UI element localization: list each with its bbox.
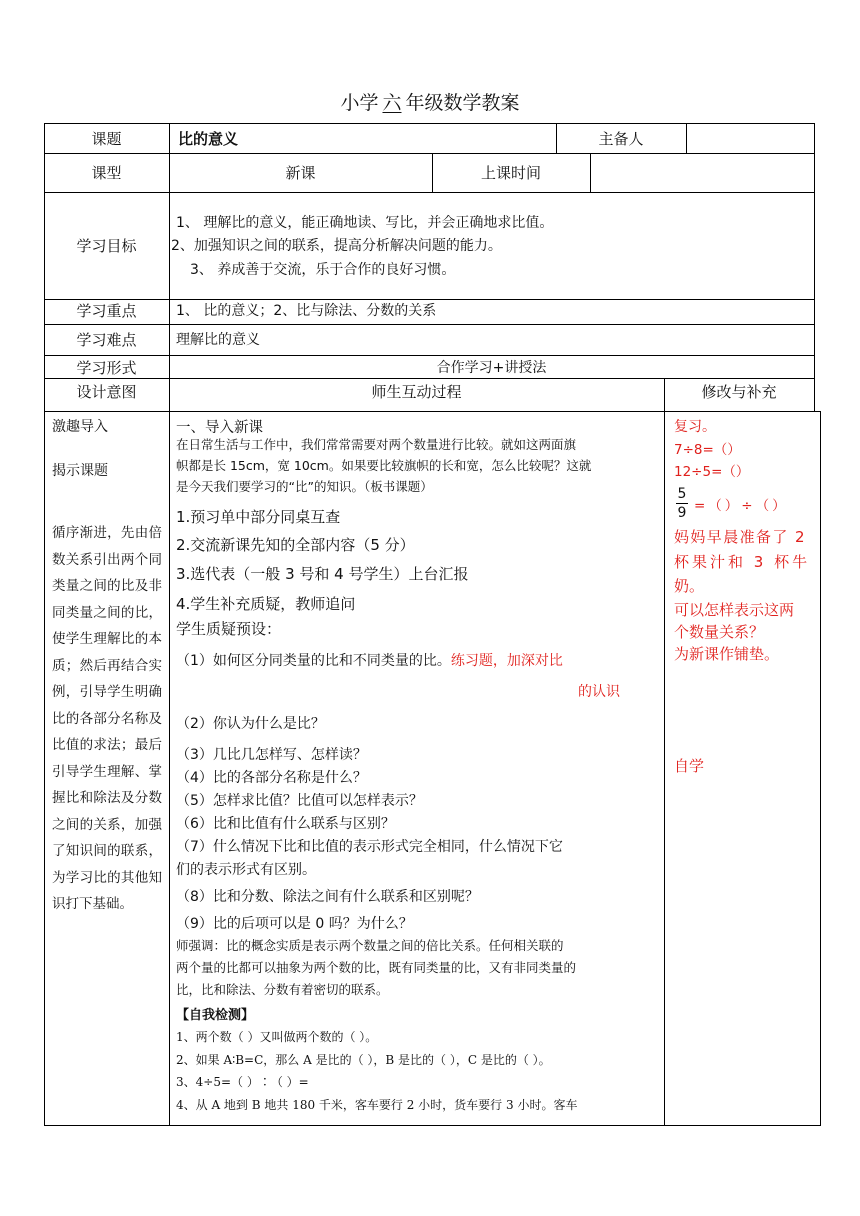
question-2: （2）你认为什么是比？ — [176, 716, 325, 732]
check-3: 3、4÷5=（ ）∶（ ）= — [176, 1075, 309, 1089]
questions-heading: 学生质疑预设： — [176, 620, 282, 638]
goal-1: 1、 理解比的意义，能正确地读、写比，并会正确地求比值。 — [176, 215, 554, 231]
design-intent: 循序渐进，先由倍数关系引出两个同类量之间的比及非同类量之间的比，使学生理解比的本质；然后再结合实例，引导学生明确比的各部分名称及比值的求法；最后引导学生理解、掌握比和除法及分数之间的关系，加强了知识间的联系，为学习比的其他知识打下基础。 — [52, 525, 162, 912]
emphasis-line-1: 师强调：比的概念实质是表示两个数量之间的倍比关系。任何相关联的 — [176, 938, 564, 953]
document-title — [0, 88, 860, 115]
difficulty-value: 理解比的意义 — [176, 332, 260, 348]
question-1-note: 练习题，加深对比 — [450, 653, 563, 669]
question-line-1: 可以怎样表示这两 — [674, 601, 795, 619]
check-1: 1、两个数（ ）又叫做两个数的（ ）。 — [176, 1030, 378, 1044]
question-line-2: 个数量关系？ — [674, 623, 765, 641]
time-label: 上课时间 — [480, 164, 541, 182]
goal-2: 2、加强知识之间的联系，提高分析解决问题的能力。 — [171, 238, 502, 254]
question-4: （4）比的各部分名称是什么？ — [176, 770, 367, 786]
title-grade: 六 — [382, 92, 402, 114]
exercise-2: 12÷5=（） — [674, 464, 750, 480]
question-1-note-cont: 的认识 — [578, 684, 620, 700]
check-4: 4、从 A 地到 B 地共 180 千米，客车要行 2 小时，货车要行 3 小时。客车 — [176, 1098, 578, 1112]
story-line-2: 杯果汁和 3 杯牛 — [674, 553, 811, 571]
type-value: 新课 — [285, 164, 316, 182]
intro-line-3: 是今天我们要学习的“比”的知识。（板书课题） — [176, 479, 433, 494]
intro-heading: 一、导入新课 — [176, 420, 263, 436]
self-study-note: 自学 — [674, 757, 705, 775]
question-9: （9）比的后项可以是 0 吗？为什么？ — [176, 916, 413, 932]
fraction — [676, 486, 688, 521]
topic-value: 比的意义 — [178, 130, 239, 148]
exercise-3: =（）÷（） — [694, 498, 789, 514]
title-prefix: 小学 — [340, 92, 379, 114]
fraction-numerator: 5 — [677, 486, 687, 502]
review-note: 复习。 — [674, 419, 716, 435]
intro-line-2: 帜都是长 15cm，宽 10cm。如果要比较旗帜的长和宽，怎么比较呢？这就 — [176, 458, 592, 473]
question-7a: （7）什么情况下比和比值的表示形式完全相同，什么情况下它 — [176, 839, 563, 855]
question-1 — [176, 650, 563, 670]
prep-note: 为新课作铺垫。 — [674, 645, 780, 663]
step-1: 1.预习单中部分同桌互查 — [176, 508, 341, 526]
process-label: 师生互动过程 — [371, 383, 462, 401]
question-1-text: （1）如何区分同类量的比和不同类量的比。 — [176, 653, 451, 669]
intro-line-1: 在日常生活与工作中，我们常常需要对两个数量进行比较。就如这两面旗 — [176, 437, 577, 452]
emphasis-line-3: 比，比和除法、分数有着密切的联系。 — [176, 982, 389, 997]
emphasis-line-2: 两个量的比都可以抽象为两个数的比，既有同类量的比，又有非同类量的 — [176, 960, 577, 975]
check-2: 2、如果 A∶B=C，那么 A 是比的（ ），B 是比的（ ），C 是比的（ ）。 — [176, 1053, 551, 1067]
revise-label: 修改与补充 — [701, 383, 777, 401]
step-4: 4.学生补充质疑，教师追问 — [176, 595, 356, 613]
difficulty-label: 学习难点 — [76, 331, 137, 349]
question-5: （5）怎样求比值？比值可以怎样表示？ — [176, 793, 423, 809]
question-7b: 们的表示形式有区别。 — [176, 862, 316, 878]
topic-label: 课题 — [91, 130, 122, 148]
goal-3: 3、 养成善于交流，乐于合作的良好习惯。 — [190, 262, 456, 278]
step-2: 2.交流新课先知的全部内容（5 分） — [176, 536, 415, 554]
key-value: 1、 比的意义；2、比与除法、分数的关系 — [176, 303, 437, 319]
story-line-1: 妈妈早晨准备了 2 — [674, 528, 806, 546]
fraction-denominator: 9 — [677, 505, 687, 521]
story-line-3: 奶。 — [674, 577, 705, 595]
step-3: 3.选代表（一般 3 号和 4 号学生）上台汇报 — [176, 565, 469, 583]
stage-warmup: 激趣导入 — [52, 419, 108, 435]
self-check-heading: 【自我检测】 — [176, 1008, 255, 1023]
form-label: 学习形式 — [76, 359, 137, 377]
type-label: 课型 — [91, 164, 122, 182]
key-label: 学习重点 — [76, 302, 137, 320]
question-8: （8）比和分数、除法之间有什么联系和区别呢？ — [176, 889, 479, 905]
stage-reveal: 揭示课题 — [52, 463, 108, 479]
form-value: 合作学习+讲授法 — [436, 360, 547, 376]
preparer-label: 主备人 — [598, 130, 644, 148]
title-suffix: 年级数学教案 — [405, 92, 520, 114]
design-label: 设计意图 — [76, 383, 137, 401]
question-6: （6）比和比值有什么联系与区别？ — [176, 816, 395, 832]
exercise-1: 7÷8=（） — [674, 442, 741, 458]
question-3: （3）几比几怎样写、怎样读？ — [176, 747, 367, 763]
goals-label: 学习目标 — [76, 237, 137, 255]
